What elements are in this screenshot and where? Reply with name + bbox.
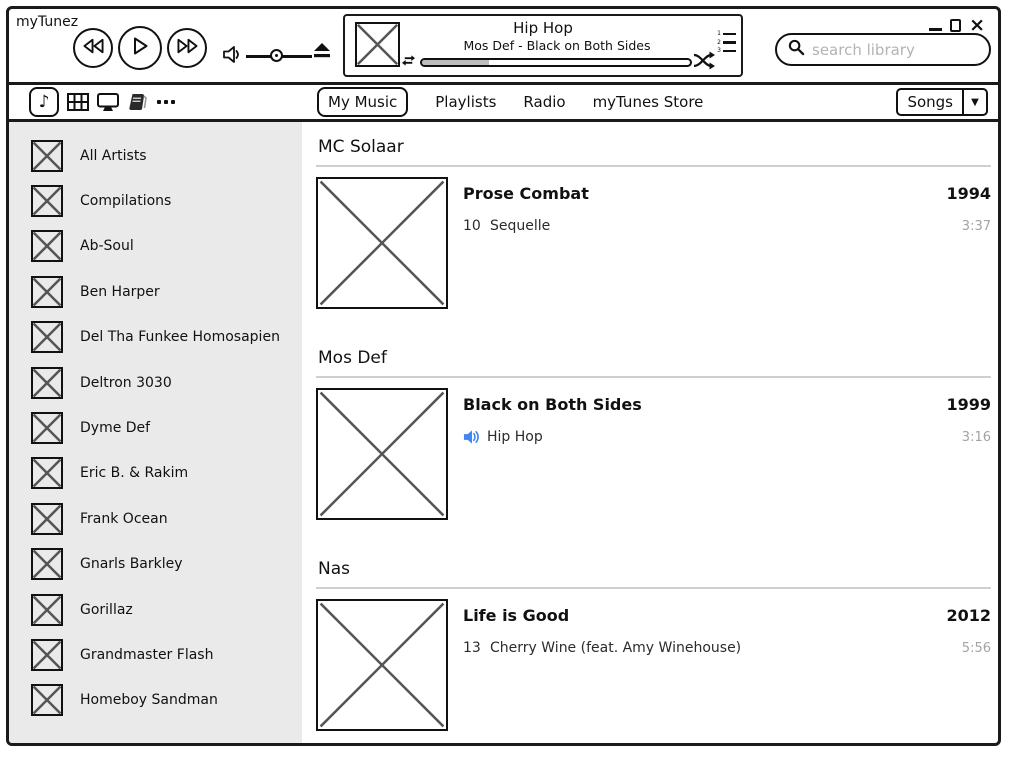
search-box[interactable] (775, 33, 991, 66)
speaker-icon (223, 45, 243, 68)
nav-tab[interactable]: Radio (523, 93, 566, 111)
music-tab-button[interactable] (29, 87, 59, 117)
album-art-placeholder[interactable] (316, 177, 448, 309)
sidebar-artist-item[interactable] (9, 133, 302, 178)
media-type-icons (29, 87, 175, 117)
repeat-icon[interactable] (401, 53, 416, 72)
album-title-row (463, 606, 991, 625)
track-number: 10 (463, 218, 481, 234)
transport-controls (73, 26, 207, 70)
maximize-icon[interactable] (950, 19, 961, 32)
artist-section-header: Nas (316, 557, 991, 589)
nav-tab[interactable]: Playlists (435, 93, 497, 111)
artist-thumbnail-placeholder (31, 548, 63, 580)
sidebar-artist-item[interactable] (9, 542, 302, 587)
artist-thumbnail-placeholder (31, 140, 63, 172)
album-art-placeholder[interactable] (316, 388, 448, 520)
tv-icon[interactable] (97, 93, 119, 112)
artist-thumbnail-placeholder (31, 412, 63, 444)
progress-bar[interactable] (420, 58, 692, 67)
artist-thumbnail-placeholder (31, 684, 63, 716)
track-row[interactable] (463, 429, 991, 445)
music-note-icon: ♪ (38, 92, 50, 112)
artist-section (316, 557, 991, 731)
sidebar-artist-label: Eric B. & Rakim (80, 465, 189, 482)
artist-thumbnail-placeholder (31, 457, 63, 489)
sidebar-artist-item[interactable] (9, 224, 302, 269)
sidebar-artist-item[interactable] (9, 678, 302, 723)
sidebar-artist-label: Gorillaz (80, 601, 133, 618)
sidebar-artist-label: Deltron 3030 (80, 374, 172, 391)
now-playing-subtitle: Mos Def - Black on Both Sides (463, 38, 651, 53)
search-input[interactable] (812, 41, 978, 59)
eject-icon (313, 43, 331, 62)
eject-button[interactable] (313, 43, 331, 62)
artist-thumbnail-placeholder (31, 321, 63, 353)
album-info (463, 177, 991, 309)
album-year: 1994 (946, 184, 991, 203)
more-icon[interactable] (157, 100, 175, 104)
film-icon[interactable] (67, 93, 89, 111)
sidebar-artist-label: Grandmaster Flash (80, 646, 214, 663)
volume-slider[interactable] (246, 55, 312, 58)
queue-numbered-list-icon[interactable]: 1 2 3 (717, 31, 736, 54)
album-year: 1999 (946, 395, 991, 414)
app-window (6, 6, 1001, 746)
rewind-icon (83, 38, 104, 58)
track-duration: 5:56 (961, 640, 991, 656)
artist-thumbnail-placeholder (31, 185, 63, 217)
artist-thumbnail-placeholder (31, 594, 63, 626)
album-art-placeholder[interactable] (316, 599, 448, 731)
album-title-row (463, 395, 991, 414)
sidebar-artist-label: All Artists (80, 147, 147, 164)
sidebar-artist-item[interactable] (9, 405, 302, 450)
track-title: Sequelle (490, 218, 551, 234)
album-info (463, 388, 991, 520)
now-playing-title: Hip Hop (513, 19, 573, 37)
sidebar-artist-label: Compilations (80, 193, 172, 210)
album-year: 2012 (946, 606, 991, 625)
artist-thumbnail-placeholder (31, 639, 63, 671)
track-list (463, 218, 991, 234)
library-main (302, 122, 998, 743)
sidebar-artist-item[interactable] (9, 451, 302, 496)
window-controls (929, 14, 985, 36)
volume-control (223, 45, 312, 68)
close-icon[interactable]: × (969, 14, 985, 36)
progress-fill (422, 60, 489, 65)
fast-forward-icon (177, 38, 198, 58)
sidebar-artist-item[interactable] (9, 269, 302, 314)
volume-knob[interactable] (270, 49, 283, 62)
sidebar-artist-label: Ben Harper (80, 283, 160, 300)
rewind-button[interactable] (73, 28, 113, 68)
sidebar-artist-label: Frank Ocean (80, 510, 168, 527)
album-title: Life is Good (463, 606, 570, 625)
nav-toolbar (9, 85, 998, 122)
track-row[interactable] (463, 640, 991, 656)
artist-section-header: MC Solaar (316, 135, 991, 167)
track-title: Cherry Wine (feat. Amy Winehouse) (490, 640, 742, 656)
nav-tabs (317, 87, 703, 117)
track-title: Hip Hop (487, 429, 543, 445)
now-playing-panel (343, 14, 743, 77)
sidebar-artist-label: Dyme Def (80, 420, 151, 437)
title-bar (9, 9, 998, 85)
minimize-icon[interactable] (929, 28, 942, 32)
album-entry (316, 378, 991, 520)
sidebar-artist-item[interactable] (9, 178, 302, 223)
track-row[interactable] (463, 218, 991, 234)
book-icon[interactable] (127, 93, 147, 111)
magnifier-icon (788, 39, 805, 60)
track-list (463, 429, 991, 445)
nav-tab[interactable]: My Music (317, 87, 408, 117)
shuffle-icon[interactable] (693, 51, 715, 74)
artist-section-header: Mos Def (316, 346, 991, 378)
sidebar-artist-label: Del Tha Funkee Homosapien (80, 329, 280, 346)
sidebar-artist-item[interactable] (9, 360, 302, 405)
sidebar-artist-item[interactable] (9, 496, 302, 541)
play-button[interactable] (118, 26, 162, 70)
artist-sidebar (9, 122, 302, 743)
view-selector-dropdown[interactable] (896, 88, 988, 116)
sidebar-artist-item[interactable] (9, 632, 302, 677)
artist-thumbnail-placeholder (31, 276, 63, 308)
sidebar-artist-label: Homeboy Sandman (80, 692, 218, 709)
artist-section (316, 346, 991, 520)
sidebar-artist-label: Ab-Soul (80, 238, 134, 255)
sidebar-artist-item[interactable] (9, 315, 302, 360)
track-number: 13 (463, 640, 481, 656)
app-title: myTunez (16, 14, 79, 30)
artist-thumbnail-placeholder (31, 230, 63, 262)
artist-thumbnail-placeholder (31, 367, 63, 399)
fast-forward-button[interactable] (167, 28, 207, 68)
artist-thumbnail-placeholder (31, 503, 63, 535)
album-title: Prose Combat (463, 184, 589, 203)
sidebar-artist-label: Gnarls Barkley (80, 556, 183, 573)
playback-progress-row (401, 54, 715, 70)
album-title: Black on Both Sides (463, 395, 642, 414)
track-list (463, 640, 991, 656)
content-area (9, 122, 998, 743)
sidebar-artist-item[interactable] (9, 587, 302, 632)
album-entry (316, 167, 991, 309)
nav-tab[interactable]: myTunes Store (592, 93, 704, 111)
album-info (463, 599, 991, 731)
play-icon (133, 37, 148, 59)
album-title-row (463, 184, 991, 203)
artist-section (316, 135, 991, 309)
track-duration: 3:16 (961, 429, 991, 445)
album-entry (316, 589, 991, 731)
now-playing-speaker-icon (463, 429, 487, 445)
view-selector-value: Songs (907, 93, 953, 111)
caret-down-icon[interactable]: ▼ (962, 90, 986, 114)
track-duration: 3:37 (961, 218, 991, 234)
